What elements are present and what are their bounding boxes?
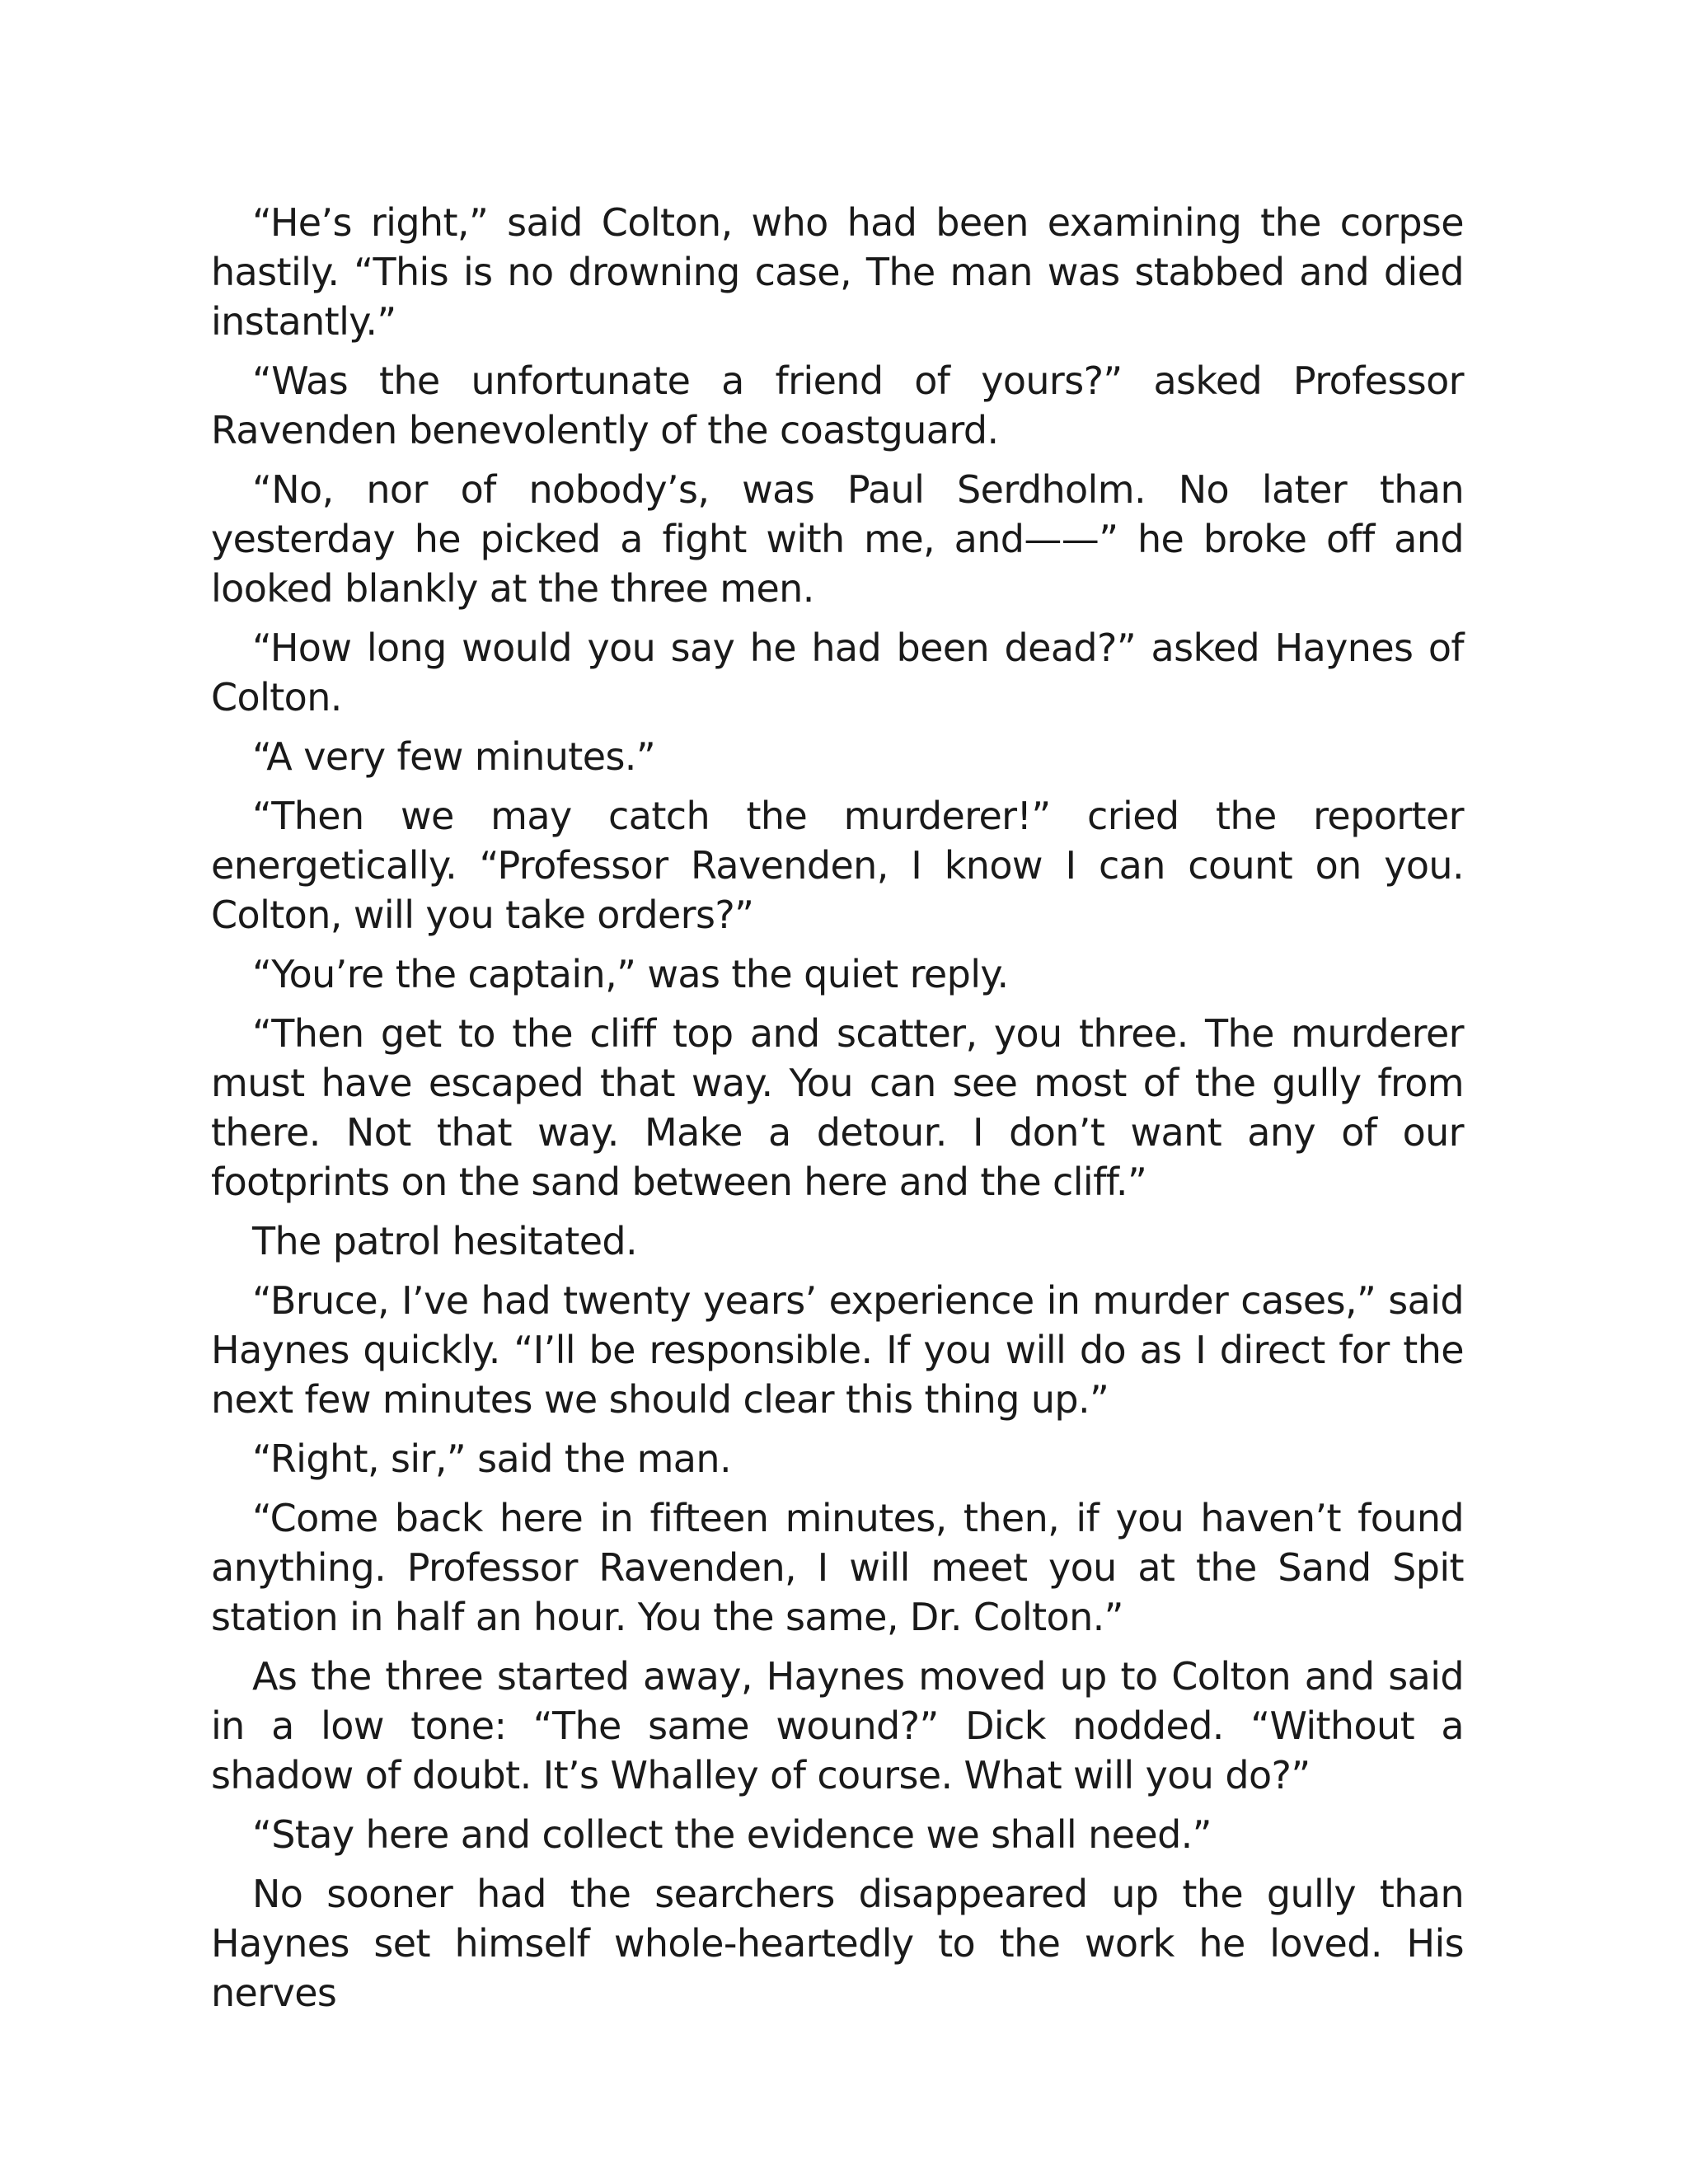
paragraph: The patrol hesitated.	[252, 1219, 638, 1263]
paragraph: “How long would you say he had been dead?” asked Haynes of Colton.	[211, 626, 1464, 719]
paragraph: “Come back here in fifteen minutes, then, if you haven’t found anything. Professor Ravenden, I will meet you at the Sand Spit station in half an hour. You the same, Dr. Colton.”	[211, 1496, 1464, 1639]
paragraph: “Right, sir,” said the man.	[252, 1436, 731, 1481]
paragraph: “No, nor of nobody’s, was Paul Serdholm. No later than yesterday he picked a fight with me, and——” he broke off and looked blankly at the three men.	[211, 467, 1464, 611]
paragraph: No sooner had the searchers disappeared up the gully than Haynes set himself whole-heartedly to the work he loved. His nerves	[211, 1872, 1464, 2015]
paragraph: “Bruce, I’ve had twenty years’ experience in murder cases,” said Haynes quickly. “I’ll be responsible. If you will do as I direct for the next few minutes we should clear this thing up.”	[211, 1278, 1464, 1422]
paragraph: “You’re the captain,” was the quiet reply.	[252, 952, 1009, 996]
paragraph: “Then we may catch the murderer!” cried the reporter energetically. “Professor Ravenden, I know I can count on you. Colton, will you take orders?”	[211, 794, 1464, 937]
paragraph: As the three started away, Haynes moved up to Colton and said in a low tone: “The same wound?” Dick nodded. “Without a shadow of doubt. It’s Whalley of course. What will you do?”	[211, 1654, 1464, 1797]
paragraph: “Then get to the cliff top and scatter, you three. The murderer must have escaped that way. You can see most of the gully from there. Not that way. Make a detour. I don’t want any of our footprints on the sand between here and the cliff.”	[211, 1011, 1464, 1204]
paragraph: “Stay here and collect the evidence we shall need.”	[252, 1812, 1212, 1857]
paragraph: “He’s right,” said Colton, who had been examining the corpse hastily. “This is no drowning case, The man was stabbed and died instantly.”	[211, 200, 1464, 344]
paragraph: “Was the unfortunate a friend of yours?” asked Professor Ravenden benevolently of the coastguard.	[211, 359, 1464, 452]
paragraph: “A very few minutes.”	[252, 734, 656, 779]
body-text	[211, 198, 1464, 2027]
